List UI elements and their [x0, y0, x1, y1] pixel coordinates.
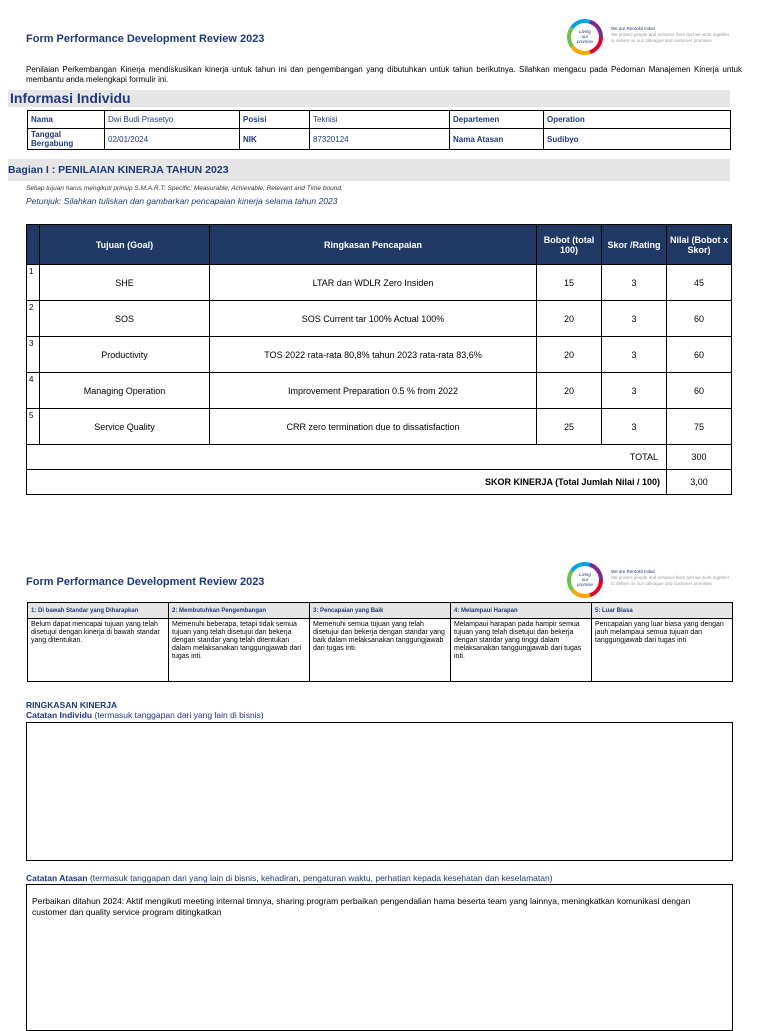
- table-row: [27, 337, 732, 373]
- row-number: 1: [27, 265, 40, 301]
- section1-heading: Bagian I : PENILAIAN KINERJA TAHUN 2023: [8, 164, 229, 176]
- logo-tagline: to deliver on our colleague and customer promises: [611, 581, 712, 586]
- skor-cell: 3: [602, 337, 667, 373]
- atasan-label: Nama Atasan: [450, 129, 544, 150]
- rating-header: 3: Pencapaian yang Baik: [310, 603, 451, 619]
- bobot-cell: 20: [537, 373, 602, 409]
- info-heading: Informasi Individu: [10, 90, 131, 106]
- skor-cell: 3: [602, 265, 667, 301]
- row-number: 2: [27, 301, 40, 337]
- badge-line: Living: [579, 572, 591, 577]
- supervisor-label: Catatan Atasan: [26, 873, 88, 883]
- rating-scale-table: [27, 602, 733, 682]
- summary-header: Ringkasan Pencapaian: [210, 225, 537, 265]
- supervisor-notes-field[interactable]: [26, 884, 733, 1031]
- individual-notes-field[interactable]: [26, 722, 733, 861]
- company-logo: [566, 561, 766, 599]
- departemen-value: Operation: [544, 111, 731, 129]
- supervisor-notes-text: Perbaikan ditahun 2024: Aktif mengikuti meeting internal timnya, sharing program perbaikan pengendalian hama beserta team yang lainnya, meningkatkan komunikasi dengan customer dan quality service program ditingkatkan: [32, 896, 691, 917]
- smart-note: Setiap tujuan harus mengikuti prinsip S.M.A.R.T: Specific; Measurable; Achievable; Relevant and Time bound.: [26, 185, 343, 192]
- goals-table: [26, 224, 732, 495]
- bobot-cell: 25: [537, 409, 602, 445]
- posisi-label: Posisi: [240, 111, 310, 129]
- rating-header: 1: Di bawah Standar yang Diharapkan: [28, 603, 169, 619]
- logo-tagline-lead: We are Rentokil Initial: [611, 26, 655, 31]
- badge-line: our: [581, 577, 589, 582]
- individual-sublabel: (termasuk tanggapan dari yang lain di bisnis): [92, 710, 264, 720]
- nik-value: 87320124: [310, 129, 450, 150]
- badge-line: Living: [579, 29, 591, 34]
- total-value: 300: [667, 445, 732, 470]
- total-label: TOTAL: [27, 445, 667, 470]
- individual-info-table: [27, 110, 731, 150]
- row-number: 3: [27, 337, 40, 373]
- nilai-cell: 75: [667, 409, 732, 445]
- rating-header: 4: Melampaui Harapan: [451, 603, 592, 619]
- supervisor-sublabel: (termasuk tanggapan dari yang lain di bisnis, kehadiran, pengaturan waktu, perhatian kepada kesehatan dan keselamatan): [87, 873, 553, 883]
- individual-notes-label: [26, 710, 264, 720]
- table-row: [27, 301, 732, 337]
- tanggal-value: 02/01/2024: [105, 129, 240, 150]
- skor-header: Skor /Rating: [602, 225, 667, 265]
- bobot-cell: 15: [537, 265, 602, 301]
- logo-tagline: We protect people and enhance lives and we work together: [611, 575, 730, 580]
- company-logo: [566, 18, 766, 56]
- rating-description: Memenuhi semua tujuan yang telah disetujui dan bekerja dengan standar yang baik dalam melaksanakan tanggungjawab dari tugas inti.: [310, 619, 451, 682]
- logo-tagline-lead: We are Rentokil Initial: [611, 569, 655, 574]
- no-header: [27, 225, 40, 265]
- info-heading-bar: [8, 90, 730, 107]
- goal-header: Tujuan (Goal): [40, 225, 210, 265]
- table-row: [27, 373, 732, 409]
- skor-cell: 3: [602, 301, 667, 337]
- instruction-text: Petunjuk: Silahkan tuliskan dan gambarkan pencapaian kinerja selama tahun 2023: [26, 196, 338, 206]
- score-value: 3,00: [667, 470, 732, 495]
- summary-cell: CRR zero termination due to dissatisfaction: [210, 409, 537, 445]
- skor-cell: 3: [602, 409, 667, 445]
- goal-cell: SHE: [40, 265, 210, 301]
- nilai-cell: 60: [667, 337, 732, 373]
- atasan-value: Sudibyo: [544, 129, 731, 150]
- nilai-cell: 60: [667, 301, 732, 337]
- summary-cell: SOS Current tar 100% Actual 100%: [210, 301, 537, 337]
- bobot-cell: 20: [537, 301, 602, 337]
- bobot-cell: 20: [537, 337, 602, 373]
- departemen-label: Departemen: [450, 111, 544, 129]
- tanggal-label: Tanggal Bergabung: [28, 129, 105, 150]
- goal-cell: Productivity: [40, 337, 210, 373]
- goal-cell: Managing Operation: [40, 373, 210, 409]
- summary-cell: Improvement Preparation 0.5 % from 2022: [210, 373, 537, 409]
- summary-cell: TOS 2022 rata-rata 80,8% tahun 2023 rata-rata 83,6%: [210, 337, 537, 373]
- score-label: SKOR KINERJA (Total Jumlah Nilai / 100): [27, 470, 667, 495]
- rating-description: Pencapaian yang luar biasa yang dengan jauh melampaui semua tujuan dan tanggungjawab dari tugas inti: [592, 619, 733, 682]
- badge-line: promise: [576, 39, 593, 44]
- individual-label: Catatan Individu: [26, 710, 93, 720]
- row-number: 4: [27, 373, 40, 409]
- rating-description: Belum dapat mencapai tujuan yang telah disetujui dengan kinerja di bawah standar yang ditentukan.: [28, 619, 169, 682]
- rating-description: Memenuhi beberapa, tetapi tidak semua tujuan yang telah disetujui dan bekerja dengan standar yang telah ditentukan dalam melaksanakan tanggungjawab dari tugas inti.: [169, 619, 310, 682]
- skor-cell: 3: [602, 373, 667, 409]
- rating-header: 5: Luar Biasa: [592, 603, 733, 619]
- row-number: 5: [27, 409, 40, 445]
- table-row: [27, 265, 732, 301]
- summary-heading: RINGKASAN KINERJA: [26, 700, 118, 710]
- nama-value: Dwi Budi Prasetyo: [105, 111, 240, 129]
- goal-cell: Service Quality: [40, 409, 210, 445]
- rating-description: Melampaui harapan pada hampir semua tujuan yang telah disetujui dan bekerja dengan standar yang tinggi dalam melaksanakan tanggungjawab dari tugas inti.: [451, 619, 592, 682]
- nama-label: Nama: [28, 111, 105, 129]
- logo-tagline: We protect people and enhance lives and we work together: [611, 32, 730, 37]
- form-title-page2: Form Performance Development Review 2023: [26, 576, 265, 588]
- table-row: [27, 409, 732, 445]
- nilai-cell: 45: [667, 265, 732, 301]
- badge-line: our: [581, 34, 589, 39]
- posisi-value: Teknisi: [310, 111, 450, 129]
- goal-cell: SOS: [40, 301, 210, 337]
- nilai-cell: 60: [667, 373, 732, 409]
- intro-paragraph: Penilaian Perkembangan Kinerja mendiskusikan kinerja untuk tahun ini dan pengembangan yang dibutuhkan untuk tahun berikutnya. Silahkan mengacu pada Pedoman Manajemen Kinerja untuk membantu anda melengkapi formulir ini.: [26, 65, 742, 84]
- nilai-header: Nilai (Bobot x Skor): [667, 225, 732, 265]
- nik-label: NIK: [240, 129, 310, 150]
- section1-bar: [8, 159, 730, 181]
- badge-line: promise: [576, 582, 593, 587]
- supervisor-notes-label: [26, 873, 553, 883]
- logo-tagline: to deliver on our colleague and customer promises: [611, 38, 712, 43]
- summary-cell: LTAR dan WDLR Zero Insiden: [210, 265, 537, 301]
- form-title: Form Performance Development Review 2023: [26, 33, 265, 45]
- bobot-header: Bobot (total 100): [537, 225, 602, 265]
- rating-header: 2: Membutuhkan Pengembangan: [169, 603, 310, 619]
